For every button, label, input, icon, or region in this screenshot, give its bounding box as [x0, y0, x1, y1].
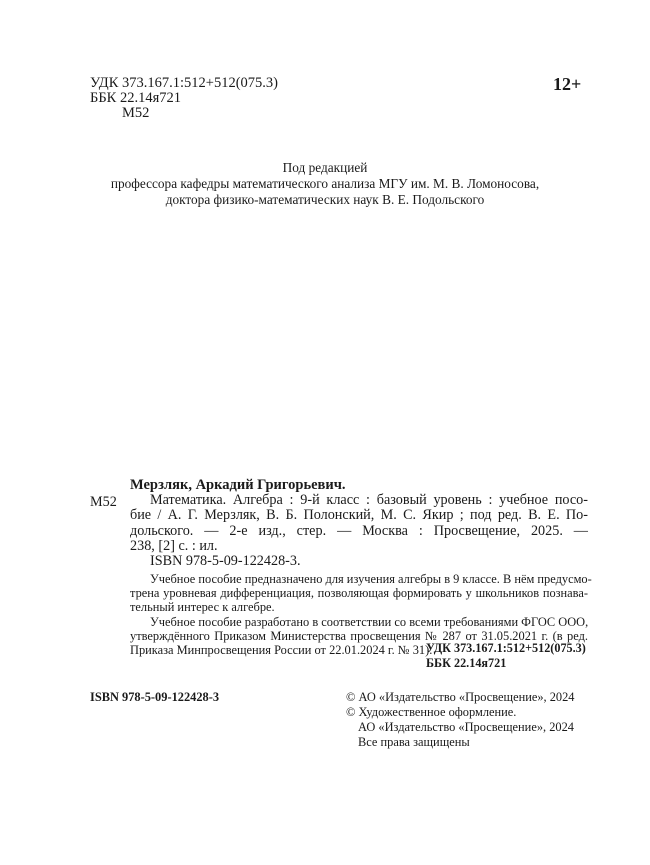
bibliography-line: бие / А. Г. Мерзляк, В. Б. Полонский, М. С. Якир ; под ред. В. Е. По- — [130, 507, 588, 524]
annotation-line: Приказа Минпросвещения России от 22.01.2024 г. № 31). — [130, 643, 433, 658]
copyright-line: АО «Издательство «Просвещение», 2024 — [358, 720, 574, 734]
classification-codes — [90, 76, 278, 121]
bibliography-author: Мерзляк, Аркадий Григорьевич. — [130, 477, 346, 493]
annotation-line: Учебное пособие разработано в соответствии со всеми требованиями ФГОС ООО, — [150, 614, 589, 629]
isbn: ISBN 978-5-09-122428-3 — [90, 690, 220, 704]
rights-reserved: Все права защищены — [358, 735, 470, 749]
copyright-line: © АО «Издательство «Просвещение», 2024 — [346, 690, 575, 704]
annotation-line: трена уровневая дифференциация, позволяющая формировать у школьников познава- — [130, 586, 588, 601]
bibliography-line: Математика. Алгебра : 9-й класс : базовый уровень : учебное посо- — [150, 492, 588, 509]
editors-line: доктора физико-математических наук В. Е. Подольского — [165, 192, 485, 207]
editors-block — [0, 160, 650, 208]
bibliography-author-mark: М52 — [90, 494, 117, 510]
udk-code-bold: УДК 373.167.1:512+512(075.3) — [426, 641, 586, 655]
age-rating: 12+ — [553, 74, 582, 94]
editors-line: профессора кафедры математического анализа МГУ им. М. В. Ломоносова, — [110, 176, 540, 191]
bibliography-line: 238, [2] с. : ил. — [130, 537, 218, 554]
bbk-code: ББК 22.14я721 — [90, 90, 181, 106]
bibliography-line: дольского. — 2-е изд., стер. — Москва : Просвещение, 2025. — — [130, 522, 588, 539]
bibliography-record — [130, 478, 588, 569]
annotation-line: тельный интерес к алгебре. — [130, 600, 275, 615]
bbk-code-bold: ББК 22.14я721 — [426, 655, 507, 670]
annotation-line: утверждённого Приказом Министерства просвещения № 287 от 31.05.2021 г. (в ред. — [130, 628, 588, 643]
bibliography-isbn: ISBN 978-5-09-122428-3. — [150, 553, 301, 570]
copyright-block — [346, 690, 575, 750]
classification-codes-bold — [426, 641, 586, 670]
author-mark: М52 — [122, 105, 150, 121]
editors-line: Под редакцией — [282, 160, 368, 175]
copyright-line: © Художественное оформление. — [346, 705, 517, 719]
udk-code: УДК 373.167.1:512+512(075.3) — [90, 75, 278, 91]
annotation-line: Учебное пособие предназначено для изучения алгебры в 9 классе. В нём предусмо- — [150, 572, 592, 586]
